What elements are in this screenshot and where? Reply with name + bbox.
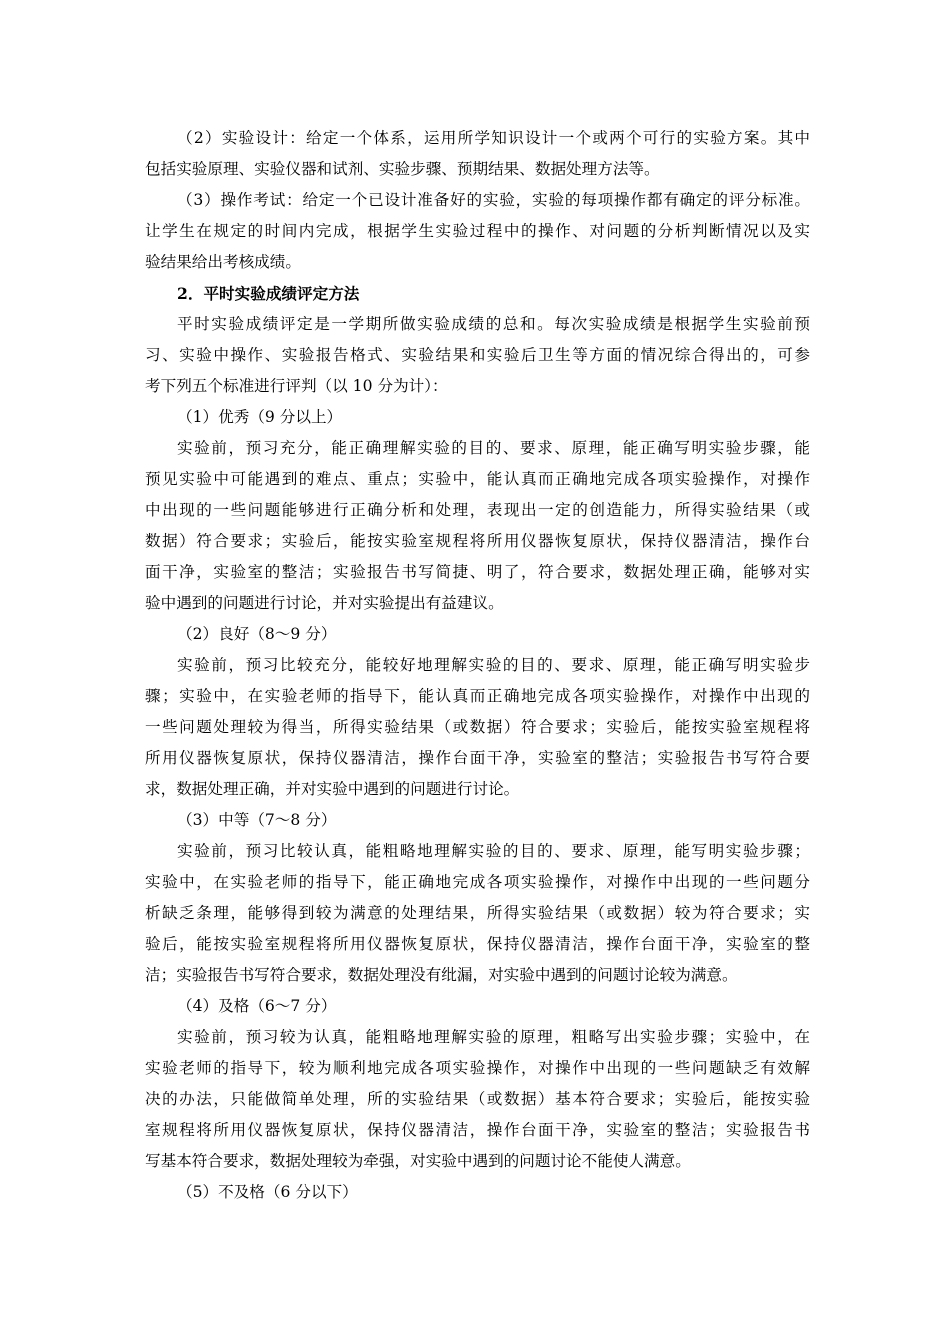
text-line: 实验中，在实验老师的指导下，能正确地完成各项实验操作，对操作中出现的一些问题分 [145, 873, 810, 891]
text-line: 实验前，预习较为认真，能粗略地理解实验的原理，粗略写出实验步骤；实验中，在 [177, 1028, 810, 1046]
text-line: 写基本符合要求，数据处理较为牵强，对实验中遇到的问题讨论不能使人满意。 [145, 1152, 691, 1170]
text-line: 实验前，预习比较认真，能粗略地理解实验的目的、要求、原理，能写明实验步骤； [177, 842, 810, 860]
text-line: 验中遇到的问题进行讨论，并对实验提出有益建议。 [145, 594, 504, 612]
text-line: 一些问题处理较为得当，所得实验结果（或数据）符合要求；实验后，能按实验室规程将 [145, 718, 810, 736]
text-line: （1）优秀（9 分以上） [177, 408, 343, 426]
section-heading: 2．平时实验成绩评定方法 [177, 284, 360, 303]
text-line: 决的办法，只能做简单处理，所的实验结果（或数据）基本符合要求；实验后，能按实验 [145, 1090, 810, 1108]
text-line: 中出现的一些问题能够进行正确分析和处理，表现出一定的创造能力，所得实验结果（或 [145, 501, 810, 519]
text-line: 洁；实验报告书写符合要求，数据处理没有纰漏，对实验中遇到的问题讨论较为满意。 [145, 966, 738, 984]
text-line: （3）中等（7～8 分） [177, 811, 337, 829]
text-line: （5）不及格（6 分以下） [177, 1183, 358, 1201]
text-line: 面干净，实验室的整洁；实验报告书写简捷、明了，符合要求，数据处理正确，能够对实 [145, 563, 810, 581]
text-line: 验结果给出考核成绩。 [145, 253, 301, 271]
text-line: （2）实验设计：给定一个体系，运用所学知识设计一个或两个可行的实验方案。其中 [177, 129, 810, 147]
text-line: （2）良好（8～9 分） [177, 625, 337, 643]
text-line: 析缺乏条理，能够得到较为满意的处理结果，所得实验结果（或数据）较为符合要求；实 [145, 904, 810, 922]
text-line: 实验前，预习充分，能正确理解实验的目的、要求、原理，能正确写明实验步骤，能 [177, 439, 810, 457]
text-line: （3）操作考试：给定一个已设计准备好的实验，实验的每项操作都有确定的评分标准。 [177, 191, 810, 209]
text-line: （4）及格（6～7 分） [177, 997, 337, 1015]
text-line: 所用仪器恢复原状，保持仪器清洁，操作台面干净，实验室的整洁；实验报告书写符合要 [145, 749, 810, 767]
text-line: 骤；实验中，在实验老师的指导下，能认真而正确地完成各项实验操作，对操作中出现的 [145, 687, 810, 705]
text-line: 室规程将所用仪器恢复原状，保持仪器清洁，操作台面干净，实验室的整洁；实验报告书 [145, 1121, 810, 1139]
text-line: 预见实验中可能遇到的难点、重点；实验中，能认真而正确地完成各项实验操作，对操作 [145, 470, 810, 488]
text-line: 求，数据处理正确，并对实验中遇到的问题进行讨论。 [145, 780, 520, 798]
text-line: 考下列五个标准进行评判（以 10 分为计）： [145, 377, 448, 395]
document-body [145, 123, 810, 1208]
text-line: 让学生在规定的时间内完成，根据学生实验过程中的操作、对问题的分析判断情况以及实 [145, 222, 810, 240]
text-line: 平时实验成绩评定是一学期所做实验成绩的总和。每次实验成绩是根据学生实验前预 [177, 315, 810, 333]
text-line: 包括实验原理、实验仪器和试剂、实验步骤、预期结果、数据处理方法等。 [145, 160, 660, 178]
text-line: 实验前，预习比较充分，能较好地理解实验的目的、要求、原理，能正确写明实验步 [177, 656, 810, 674]
text-line: 验后，能按实验室规程将所用仪器恢复原状，保持仪器清洁，操作台面干净，实验室的整 [145, 935, 810, 953]
text-line: 实验老师的指导下，较为顺利地完成各项实验操作，对操作中出现的一些问题缺乏有效解 [145, 1059, 810, 1077]
text-line: 习、实验中操作、实验报告格式、实验结果和实验后卫生等方面的情况综合得出的，可参 [145, 346, 810, 364]
text-line: 数据）符合要求；实验后，能按实验室规程将所用仪器恢复原状，保持仪器清洁，操作台 [145, 532, 810, 550]
